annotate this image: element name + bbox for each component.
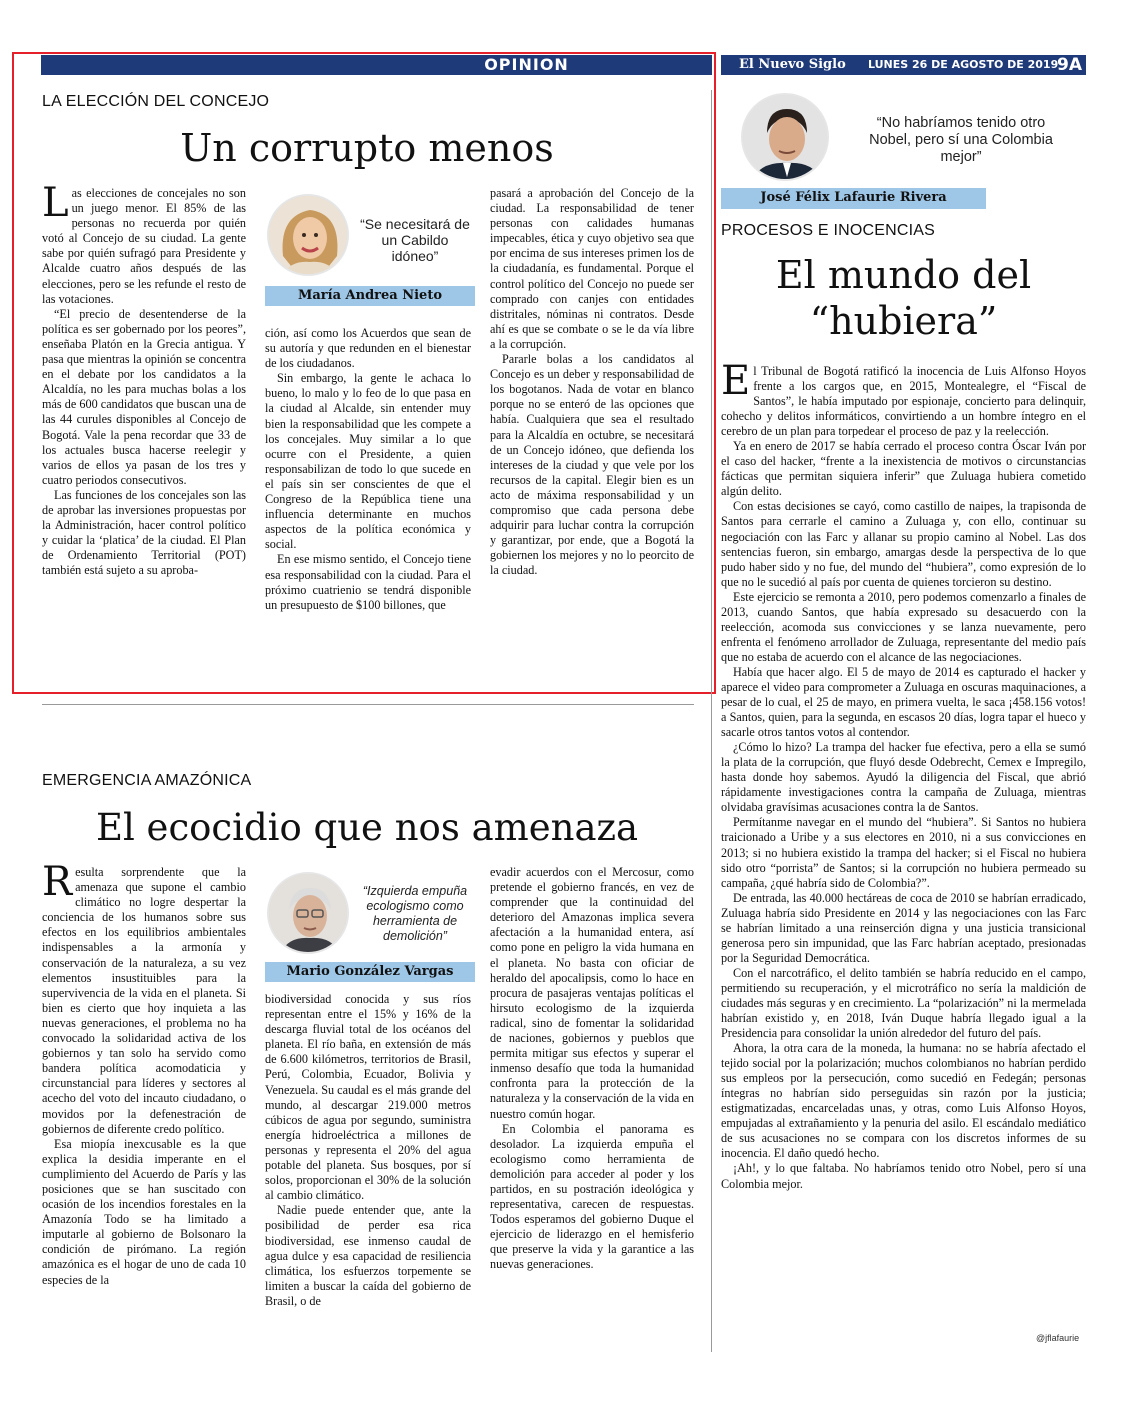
headline-line: El mundo del <box>775 253 1032 297</box>
article2-column-3 <box>490 865 694 1351</box>
portrait-icon <box>269 874 349 954</box>
article3-author-box <box>721 85 1086 211</box>
article1-author-quote: “Se necesitará de un Cabildo idóneo” <box>360 216 470 264</box>
paragraph: ¡Ah!, y lo que faltaba. No habríamos tenido otro Nobel, pero sí una Colombia mejor. <box>721 1161 1086 1191</box>
paragraph: Había que hacer algo. El 5 de mayo de 2014 es capturado el hacker y aparece el video para comprometer a Zuluaga en oscuras maquinaciones, a pesar de lo cual, el 25 de mayo, en primera vuelta, le saca ¡458.156 votos! a Santos, quien, para la segunda, en escasos 20 días, logra tapar el hueco y sacarle otros tantos votos al contendor. <box>721 664 1086 740</box>
paragraph: pasará a aprobación del Concejo de la ciudad. La responsabilidad de tener personas con calidades humanas impecables, ética y cuyo objetivo sea que por encima de sus intereses primen los de la ciudadanía, es fundamental. Porque el control político del Concejo no puede ser comprado con canjes con entidades distritales, nóminas ni contratos. Desde ahí es que se combate o se le da vía libre a la corrupción. <box>490 186 694 351</box>
divider <box>42 704 694 705</box>
article1-kicker: LA ELECCIÓN DEL CONCEJO <box>42 93 270 110</box>
article3-author-name: José Félix Lafaurie Rivera <box>721 188 986 209</box>
issue-date: LUNES 26 DE AGOSTO DE 2019 <box>868 58 1059 71</box>
paragraph: Con el narcotráfico, el delito también se habría reducido en el campo, permitiendo su recuperación, y el microtráfico no sería la maldición de ciudades más seguras y en crecimiento. La “polarización” ni la mermelada habrían existido y, en 2018, Iván Duque habría llegado igual a la Presidencia para consolidar la unión alrededor del futuro del país. <box>721 965 1086 1041</box>
article2-column-1 <box>42 865 246 1351</box>
article1-headline: Un corrupto menos <box>180 126 554 170</box>
paragraph: En Colombia el panorama es desolador. La izquierda empuña el ecologismo como herramienta de demolición para acceder al poder y los partidos, en su postración ideológica y representativa, carecen de respuestas. Todos esperamos del gobierno Duque el ejercicio de liderazgo en el hemisferio que preserve la vida y la garantice a las nuevas generaciones. <box>490 1121 694 1272</box>
paragraph: Permítanme navegar en el mundo del “hubiera”. Si Santos no hubiera traicionado a Uribe y a sus electores en 2010, ni a sus convicciones en 2013; si no hubiera existido la trampa del hacker; si el Fiscal no hubiera sido otro “porrista” de Santos; si la corrupción no hubiera permeado su campaña, ¿qué habría sido de Colombia?”. <box>721 815 1086 890</box>
paragraph: De entrada, las 40.000 hectáreas de coca de 2010 se habrían erradicado, Zuluaga habría sido Presidente en 2014 y las negociaciones con las Farc se habrían limitado a una reinserción digna y una justicia transicional generosa pero sin impunidad, que las Farc habrían aceptado, presionadas por la Seguridad Democrática. <box>721 890 1086 965</box>
paragraph: Este ejercicio se remonta a 2010, pero podemos comenzarlo a finales de 2013, cuando Santos, que había expresado su desacuerdo con la reelección, acomoda sus convicciones y se lanza nuevamente, pero enfrenta el fenómeno arrollador de Zuluaga, representante del medio país que no estaba de acuerdo con el alcance de las negociaciones. <box>721 589 1086 664</box>
paragraph: l Tribunal de Bogotá ratificó la inocencia de Luis Alfonso Hoyos frente a los cargos que, en 2015, Montealegre, el “Fiscal de Santos”, le había imputado por espionaje, concierto para delinquir, cohecho y delitos informáticos, convirtiendo a un hombre íntegro en el cerebro de un plan para torpedear el proceso de paz y la reelección. <box>721 364 1086 439</box>
paragraph: Pararle bolas a los candidatos al Concejo es un deber y responsabilidad de los bogotanos. Nada de votar en blanco porque no se enteró de las opciones que había. Cualquiera que sea el resultado para la Alcaldía en octubre, se necesitará de un Concejo idóneo, que defienda los intereses de la ciudad y que vele por los recursos de la capital. Elegir bien es un acto de máxima responsabilidad y un compromiso que cada persona debe adquirir para luchar contra la corrupción y garantizar, por ende, que a Bogotá la gobiernen los mejores y no lo peorcito de la ciudad. <box>490 352 694 578</box>
paragraph: Sin embargo, la gente le achaca lo bueno, lo malo y lo feo de lo que pasa en la ciudad al Alcalde, sin entender muy bien la responsabilidad que les compete a los concejales. Muy similar a lo que ocurre con el Presidente, a quien responsabilizan de todo lo que sucede en el país sin ser conscientes de que el Congreso de la República tiene una influencia determinante en muchos aspectos de la política económica y social. <box>265 371 471 552</box>
article1-author-box <box>265 190 475 310</box>
article1-column-3 <box>490 186 694 656</box>
dropcap: R <box>42 865 73 905</box>
paragraph: as elecciones de concejales no son un juego menor. El 85% de las personas no recuerda por quién votó al Concejo de su ciudad. La gente sabe por quién sufragó para Presidente y Alcalde cuatro años después de las elecciones, pero se les refunde el resto de las votaciones. <box>42 186 246 306</box>
masthead-logo: El Nuevo Siglo <box>739 57 846 72</box>
headline-line: “hubiera” <box>809 299 998 343</box>
article2-author-name: Mario González Vargas <box>265 962 475 982</box>
section-title: OPINION <box>484 55 569 74</box>
paragraph: En ese mismo sentido, el Concejo tiene esa responsabilidad con la ciudad. Para el próximo cuatrienio se tendrá disponible un presupuesto de $100 billones, que <box>265 552 471 612</box>
paragraph: ¿Cómo lo hizo? La trampa del hacker fue efectiva, pero a ella se sumó la plata de la corrupción, que fluyó desde Odebrecht, Cemex e Impregilo, hasta donde hoy sabemos. Ayudó la diligencia del Fiscal, que abrió rápidamente investigaciones contra la campaña de Zuluaga, mientras olvidaba gravísimas acusaciones contra la de Santos. <box>721 740 1086 815</box>
article1-column-2 <box>265 326 471 656</box>
portrait-icon <box>743 95 829 181</box>
paragraph: Ahora, la otra cara de la moneda, la humana: no se habría afectado el tejido social por la polarización; muchos colombianos no habrían perdido sus empleos por la persecución, como sucedió en Fedegán; personas íntegras no habrían sido perseguidas sin razón por la justicia; estigmatizadas, encarceladas unas, y otras, como Luis Alfonso Hoyos, empujadas al extrañamiento y la penuria del asilo. El escándalo mediático de sus acusaciones no se compara con los discretos informes de su inocencia. El daño quedó hecho. <box>721 1041 1086 1161</box>
paragraph: biodiversidad conocida y sus ríos representan entre el 15% y 16% de la descarga fluvial total de los océanos del planeta. El río baña, en extensión de más de 6.600 kilómetros, territorios de Brasil, Perú, Colombia, Ecuador, Bolivia y Venezuela. Su caudal es el más grande del mundo, al descargar 219.000 metros cúbicos de agua por segundo, suministra energía hidroeléctrica a millones de personas y representa el 20% del agua potable del planeta. Sus bosques, por sí solos, proporcionan el 30% de la solución al cambio climático. <box>265 992 471 1203</box>
article3-headline <box>721 252 1086 344</box>
article1-column-1 <box>42 186 246 656</box>
article2-author-box <box>265 870 475 986</box>
paragraph: Con estas decisiones se cayó, como castillo de naipes, la trapisonda de Santos para cerrarle el camino a Zuluaga y, con ello, continuar su negociación con las Farc y allanar su propio camino al Nobel. Las dos sentencias fueron, sin embargo, amargas desde la perspectiva de lo que pudo haber sido y no fue, del mundo del “hubiera”, como expresión de lo que no le sucedió al país por cuenta de quienes torcieron su destino. <box>721 499 1086 589</box>
paragraph: “El precio de desentenderse de la política es ser gobernado por los peores”, enseñaba Platón en la Grecia antigua. Y pasa que mientras la opinión se concentra en el debate por los candidatos a la Alcaldía, no les para muchas bolas a los más de 600 candidatos que buscan una de las 44 curules disponibles al Concejo de Bogotá. Vale la pena recordar que 33 de los actuales busca hacerse reelegir y varios de ellos ya pasan de los tres y cuatro periodos consecutivos. <box>42 306 246 487</box>
author-photo <box>741 93 829 181</box>
paragraph: esulta sorprendente que la amenaza que supone el cambio climático no logre despertar la conciencia de los humanos sobre sus efectos en los equilibrios ambientales indispensables a la armonía y conservación de la naturaleza, a su vez elementos insustituibles para la supervivencia de la vida en el planeta. Si bien es cierto que hoy inquieta a las nuevas generaciones, el problema no ha convocado la solidaridad activa de los gobiernos y tan solo ha servido como bandera política acomodaticia y circunstancial para líderes y sectores al acecho del voto del incauto ciudadano, o movidos por la defenestración de gobiernos de diferente credo político. <box>42 865 246 1136</box>
article3-author-quote: “No habríamos tenido otro Nobel, pero sí una Colombia mejor” <box>869 115 1053 165</box>
article3-kicker: PROCESOS E INOCENCIAS <box>721 222 936 239</box>
paragraph: Las funciones de los concejales son las de aprobar las inversiones propuestas por la Administración, hacer control político y cuidar la ‘platica’ de la ciudad. El Plan de Ordenamiento Territorial (POT) también está sujeto a su aproba- <box>42 487 246 578</box>
article3-column <box>721 364 1086 1332</box>
article2-column-2 <box>265 992 471 1351</box>
author-photo <box>267 872 349 954</box>
masthead-bar <box>721 55 1086 75</box>
paragraph: ción, así como los Acuerdos que sean de su autoría y que redunden en el bienestar de los ciudadanos. <box>265 326 471 371</box>
page-number: 9A <box>1057 55 1082 75</box>
portrait-icon <box>269 196 349 276</box>
paragraph: Nadie puede entender que, ante la posibilidad de perder esa rica biodiversidad, ese inmenso caudal de agua dulce y esa capacidad de resiliencia climática, los esfuerzos torpemente se limiten a buscar la caída del gobierno de Brasil, o de <box>265 1203 471 1308</box>
dropcap: L <box>42 186 69 226</box>
article2-author-quote: “Izquierda empuña ecologismo como herramienta de demolición” <box>362 884 468 943</box>
section-header-bar <box>41 55 712 75</box>
paragraph: evadir acuerdos con el Mercosur, como pretende el gobierno francés, en vez de comprender que la continuidad del deterioro del Amazonas implica severa afectación a la humanidad entera, así como pone en peligro la vida humana en el planeta. No basta con oficiar de heraldo del apocalipsis, como lo hace en procura de pasajeras ventajas políticas el hirsuto ecologismo de la izquierda radical, sino de fomentar la solidaridad de naciones, gobiernos y pueblos que permita mitigar sus efectos y superar el inmenso desafío que toda la humanidad confronta para la protección de la naturaleza y la conservación de la vida en nuestro común hogar. <box>490 865 694 1121</box>
article2-kicker: EMERGENCIA AMAZÓNICA <box>42 772 252 789</box>
article1-author-name: María Andrea Nieto <box>265 286 475 306</box>
column-divider <box>711 90 712 1352</box>
author-photo <box>267 194 349 276</box>
author-handle: @jflafaurie <box>1036 1333 1080 1343</box>
paragraph: Ya en enero de 2017 se había cerrado el proceso contra Óscar Iván por el caso del hacker, “frente a la inexistencia de motivos o circunstancias fácticas que permitan siquiera inferir” que Zuluaga hubiera cometido algún delito. <box>721 439 1086 499</box>
dropcap: E <box>721 364 751 404</box>
article2-headline: El ecocidio que nos amenaza <box>95 806 639 849</box>
paragraph: Esa miopía inexcusable es la que explica la desidia imperante en el cumplimiento del Acuerdo de París y las posiciones que se han suscitado con ocasión de los incendios forestales en la Amazonía Todo se ha limitado a imputarle al gobierno de Bolsonaro la condición de pirómano. La región amazónica es el hogar de uno de cada 10 especies de la <box>42 1136 246 1287</box>
